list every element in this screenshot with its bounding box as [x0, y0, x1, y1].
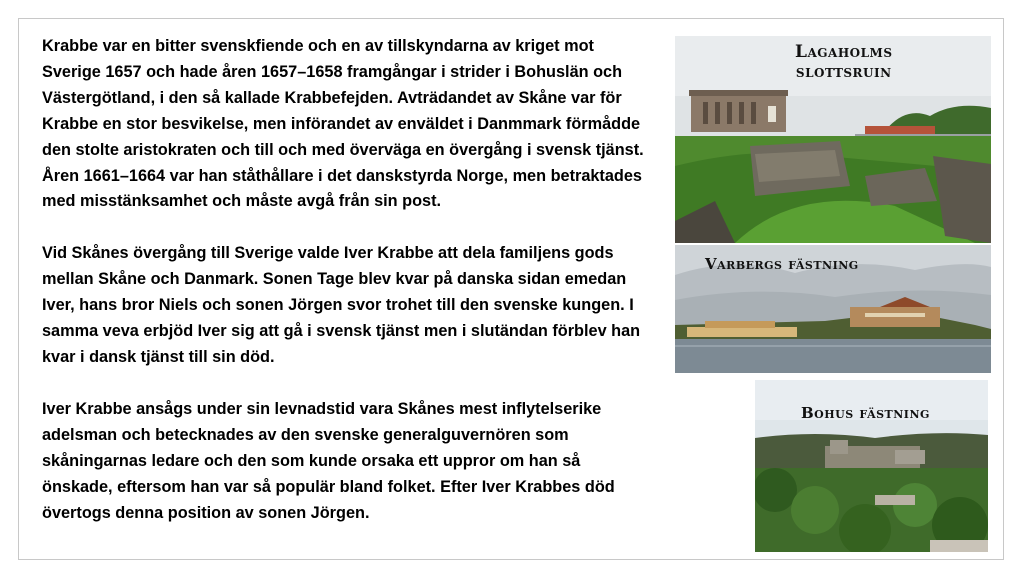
varberg-photo — [675, 245, 991, 373]
lagaholm-caption-line-1: Lagaholms — [795, 42, 893, 62]
body-text — [42, 34, 652, 552]
paragraph-3: Iver Krabbe ansågs under sin levnadstid vara Skånes mest inflytelserike adelsman och betecknades av den svenske generalguvernören som skåningarnas ledare och den som kunde orsaka ett uppror om han så önskade, eftersom han var så populär bland folket. Efter Iver Krabbes död övertogs denna position av sonen Jörgen. — [42, 399, 615, 522]
lagaholm-photo — [675, 36, 991, 243]
lagaholm-caption — [795, 42, 893, 82]
varberg-caption: Varbergs fästning — [705, 255, 859, 273]
bohus-photo — [755, 380, 988, 552]
paragraph-1: Krabbe var en bitter svenskfiende och en av tillskyndarna av kriget mot Sverige 1657 och hade åren 1657–1658 framgångar i strider i Bohuslän och Västergötland, i den så kallade Krabbefejden. Avträdandet av Skåne var för Krabbe en stor besvikelse, men införandet av enväldet i Danmmark förmådde den stolte aristokraten och till och med överväga en övergång i svensk tjänst. Åren 1661–1664 var han ståthållare i det danskstyrda Norge, men betraktades med misstänksamhet och måste avgå från sin post. — [42, 37, 644, 211]
slide-frame — [18, 18, 1004, 560]
lagaholm-caption-line-2: slottsruin — [795, 62, 892, 82]
bohus-caption: Bohus fästning — [801, 404, 930, 422]
paragraph-2: Vid Skånes övergång till Sverige valde Iver Krabbe att dela familjens gods mellan Skåne och Danmark. Sonen Tage blev kvar på danska sidan emedan Iver, hans bror Niels och sonen Jörgen svor trohet till den svenske kungen. I samma veva erbjöd Iver sig att gå i svensk tjänst men i slutändan förblev han kvar i dansk tjänst till sin död. — [42, 244, 641, 366]
